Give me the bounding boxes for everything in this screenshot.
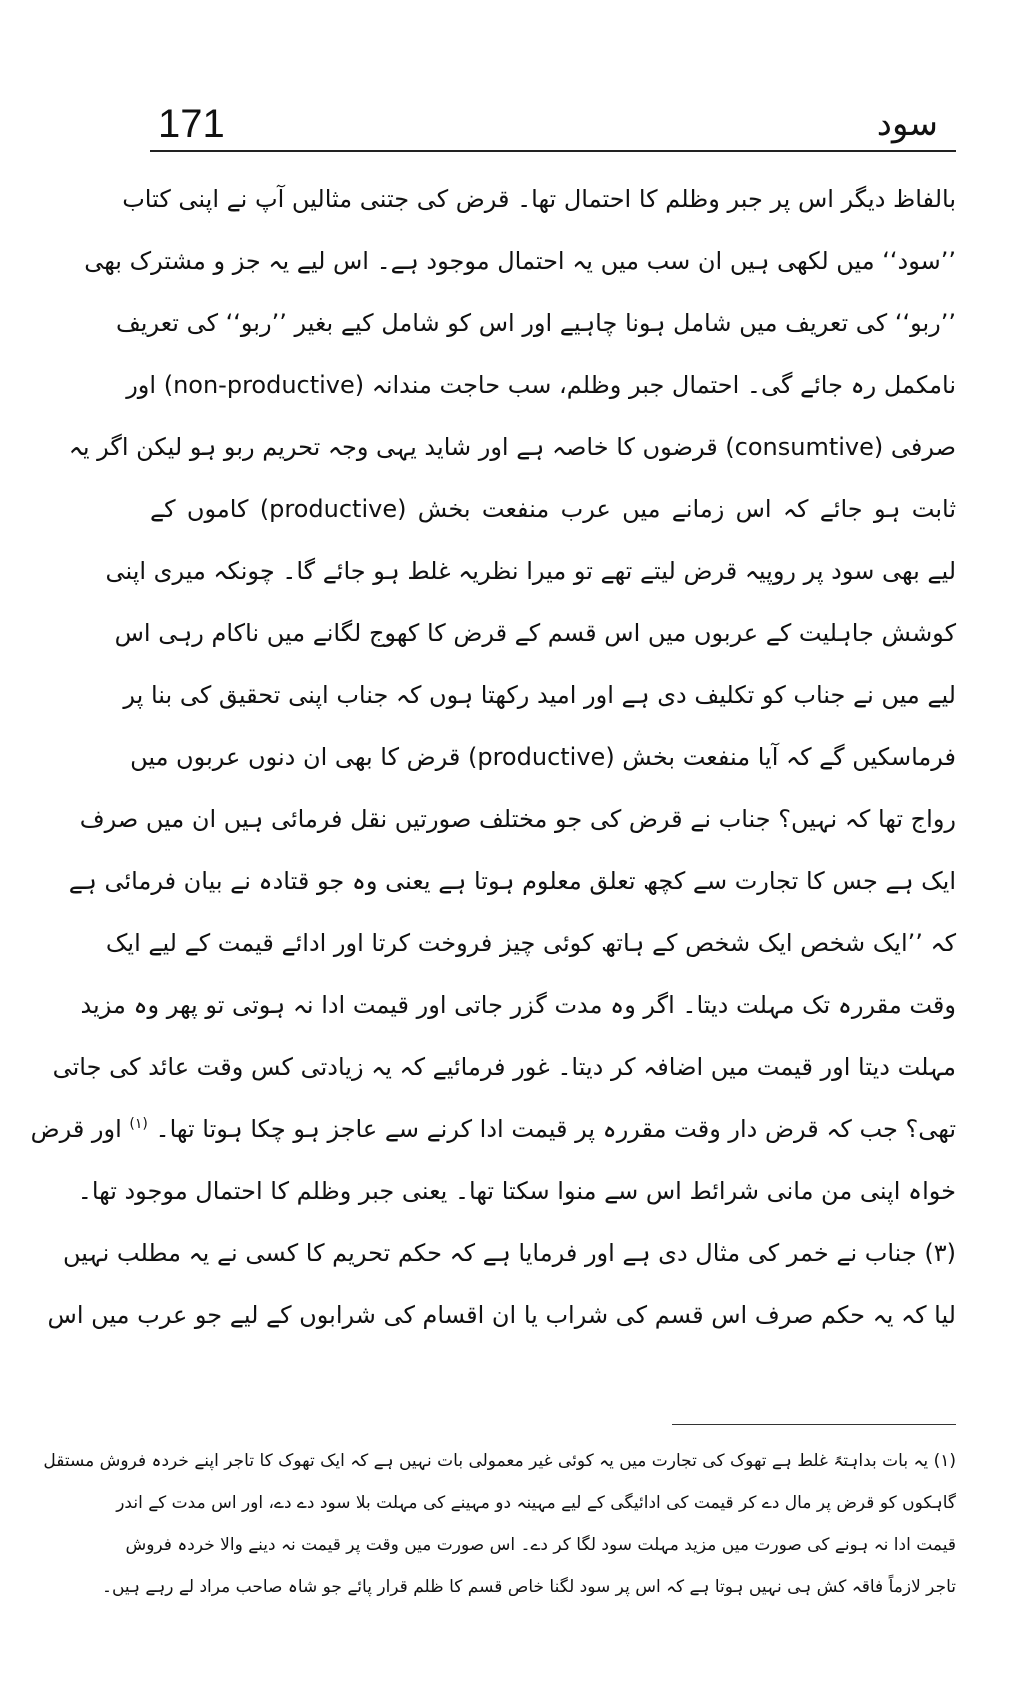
text-line: ’’ربو‘‘ کی تعریف میں شامل ہونا چاہیے اور اس کو شامل کیے بغیر ’’ربو‘‘ کی تعریف (115, 309, 956, 337)
text-line: ’’سود‘‘ میں لکھی ہیں ان سب میں یہ احتمال موجود ہے۔ اس لیے یہ جز و مشترک بھی (84, 247, 956, 275)
text-line-segment: تھی؟ جب کہ قرض دار وقت مقررہ پر قیمت ادا کرنے سے عاجز ہو چکا ہوتا تھا۔ (155, 1115, 956, 1143)
text-line: نامکمل رہ جائے گی۔ احتمال جبر وظلم، سب حاجت مندانہ (non-productive) اور (126, 371, 956, 399)
text-line: وقت مقررہ تک مہلت دیتا۔ اگر وہ مدت گزر جاتی اور قیمت ادا نہ ہوتی تو پھر وہ مزید (80, 991, 956, 1019)
footnote-divider (672, 1424, 956, 1425)
footnote-section (43, 1440, 956, 1608)
text-line: (۳) جناب نے خمر کی مثال دی ہے اور فرمایا ہے کہ حکم تحریم کا کسی نے یہ مطلب نہیں (63, 1239, 956, 1267)
text-line: صرفی (consumtive) قرضوں کا خاصہ ہے اور شاید یہی وجہ تحریم ربو ہو لیکن اگر یہ (68, 433, 956, 461)
text-line: کوشش جاہلیت کے عربوں میں اس قسم کے قرض کا کھوج لگانے میں ناکام رہی اس (114, 619, 956, 647)
text-line-tail: اور قرض (30, 1115, 122, 1143)
header-divider (150, 150, 956, 152)
footnote-text: یہ بات بداہتہً غلط ہے تھوک کی تجارت میں یہ کوئی غیر معمولی بات نہیں ہے کہ ایک تھوک کا تاجر اپنے خردہ فروش مستقل (43, 1451, 929, 1471)
footnote-line: گاہکوں کو قرض پر مال دے کر قیمت کی ادائیگی کے لیے مہینہ دو مہینے کی مہلت بلا سود دے دے، اور اس مدت کے اندر (116, 1493, 956, 1513)
text-line: کہ ’’ایک شخص ایک شخص کے ہاتھ کوئی چیز فروخت کرتا اور ادائے قیمت کے لیے ایک (105, 929, 956, 957)
text-line: لیے بھی سود پر روپیہ قرض لیتے تھے تو میرا نظریہ غلط ہو جائے گا۔ چونکہ میری اپنی (105, 557, 956, 585)
footnote-line: قیمت ادا نہ ہونے کی صورت میں مزید مہلت سود لگا کر دے۔ اس صورت میں وقت پر قیمت نہ دینے والا خردہ فروش (125, 1535, 956, 1555)
text-line: ایک ہے جس کا تجارت سے کچھ تعلق معلوم ہوتا ہے یعنی وہ جو قتادہ نے بیان فرمائی ہے (68, 867, 956, 895)
text-line: بالفاظ دیگر اس پر جبر وظلم کا احتمال تھا۔ قرض کی جتنی مثالیں آپ نے اپنی کتاب (122, 185, 956, 213)
text-line: ثابت ہو جائے کہ اس زمانے میں عرب منفعت بخش (productive) کاموں کے (150, 495, 956, 523)
text-line: فرماسکیں گے کہ آیا منفعت بخش (productive) قرض کا بھی ان دنوں عربوں میں (130, 743, 956, 771)
text-line: لیے میں نے جناب کو تکلیف دی ہے اور امید رکھتا ہوں کہ جناب اپنی تحقیق کی بنا پر (123, 681, 956, 709)
page-number: 171 (158, 102, 225, 146)
footnote-marker: (۱) (933, 1451, 956, 1471)
text-line-with-footnote (30, 1098, 956, 1160)
text-line: مہلت دیتا اور قیمت میں اضافہ کر دیتا۔ غور فرمائیے کہ یہ زیادتی کس وقت عائد کی جاتی (52, 1053, 956, 1081)
footnote-reference[interactable]: (۱) (129, 1116, 148, 1132)
text-line: لیا کہ یہ حکم صرف اس قسم کی شراب یا ان اقسام کی شرابوں کے لیے جو عرب میں اس (47, 1301, 956, 1329)
main-text (30, 168, 956, 1346)
running-title: سود (876, 104, 938, 144)
footnote-line: تاجر لازماً فاقہ کش ہی نہیں ہوتا ہے کہ اس پر سود لگنا خاص قسم کا ظلم قرار پائے جو شاہ صاحب مراد لے رہے ہیں۔ (101, 1577, 956, 1597)
text-line: خواہ اپنی من مانی شرائط اس سے منوا سکتا تھا۔ یعنی جبر وظلم کا احتمال موجود تھا۔ (77, 1177, 956, 1205)
text-line: رواج تھا کہ نہیں؟ جناب نے قرض کی جو مختلف صورتیں نقل فرمائی ہیں ان میں صرف (79, 805, 956, 833)
footnote-line-first (43, 1440, 956, 1482)
